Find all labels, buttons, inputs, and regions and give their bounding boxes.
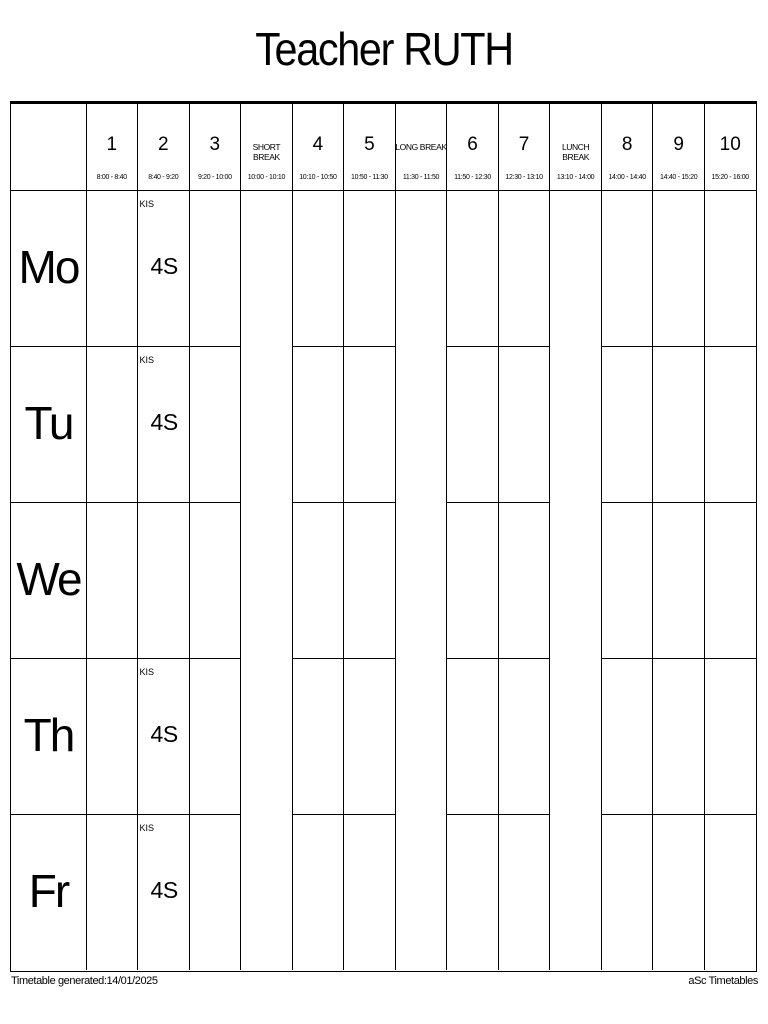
row-divider bbox=[704, 814, 756, 815]
row-divider bbox=[704, 658, 756, 659]
row-divider bbox=[653, 346, 705, 347]
row-divider bbox=[86, 502, 138, 503]
period-header bbox=[344, 104, 396, 190]
row-divider bbox=[344, 346, 396, 347]
row-divider bbox=[11, 346, 86, 347]
period-header bbox=[601, 104, 653, 190]
row-divider bbox=[704, 346, 756, 347]
row-divider bbox=[601, 658, 653, 659]
period-number: 2 bbox=[158, 134, 169, 155]
row-divider bbox=[138, 658, 190, 659]
row-divider bbox=[11, 502, 86, 503]
period-time: 10:10 - 10:50 bbox=[299, 174, 337, 181]
period-number: 7 bbox=[518, 134, 530, 155]
period-time: 15:20 - 16:00 bbox=[711, 174, 749, 181]
period-header bbox=[189, 104, 241, 190]
period-header bbox=[498, 104, 550, 190]
column-divider bbox=[446, 104, 447, 970]
row-divider bbox=[601, 346, 653, 347]
period-time: 13:10 - 14:00 bbox=[556, 174, 595, 181]
row-divider bbox=[447, 658, 499, 659]
row-divider bbox=[86, 346, 138, 347]
period-header bbox=[292, 104, 344, 190]
period-number: 8 bbox=[621, 134, 633, 155]
lesson-class[interactable]: 4S bbox=[150, 409, 178, 435]
period-time: 11:30 - 11:50 bbox=[402, 174, 440, 181]
period-time: 12:30 - 13:10 bbox=[505, 174, 543, 181]
row-divider bbox=[138, 502, 190, 503]
row-divider bbox=[653, 814, 705, 815]
column-divider bbox=[292, 104, 293, 970]
lesson-subject[interactable]: KIS bbox=[139, 823, 155, 833]
row-divider bbox=[344, 502, 396, 503]
period-header bbox=[653, 104, 705, 190]
row-divider bbox=[344, 658, 396, 659]
column-divider bbox=[189, 104, 190, 970]
row-divider bbox=[292, 658, 344, 659]
period-time: 11:50 - 12:30 bbox=[454, 174, 491, 181]
break-header bbox=[550, 104, 602, 190]
row-divider bbox=[189, 658, 241, 659]
lesson-subject[interactable]: KIS bbox=[139, 667, 155, 677]
row-divider bbox=[601, 502, 653, 503]
period-time: 8:00 - 8:40 bbox=[96, 174, 127, 181]
page-title: Teacher RUTH bbox=[255, 23, 513, 75]
row-divider bbox=[653, 658, 705, 659]
column-divider bbox=[240, 104, 241, 970]
row-divider bbox=[292, 346, 344, 347]
lesson-subject[interactable]: KIS bbox=[139, 199, 155, 209]
period-number: 1 bbox=[106, 134, 118, 155]
period-time: 10:50 - 11:30 bbox=[351, 174, 388, 181]
period-number: 5 bbox=[364, 134, 375, 155]
break-name: LONG BREAK bbox=[395, 142, 447, 152]
column-divider bbox=[652, 104, 653, 970]
row-divider bbox=[498, 346, 550, 347]
row-divider bbox=[138, 346, 190, 347]
row-divider bbox=[344, 814, 396, 815]
period-time: 9:20 - 10:00 bbox=[197, 174, 232, 181]
day-label: Th bbox=[23, 709, 74, 761]
row-divider bbox=[189, 346, 241, 347]
break-name: SHORT BREAK bbox=[252, 142, 281, 162]
lesson-class[interactable]: 4S bbox=[150, 877, 178, 903]
column-divider bbox=[549, 104, 550, 970]
column-divider bbox=[137, 104, 138, 970]
row-divider bbox=[189, 502, 241, 503]
timetable-grid bbox=[10, 101, 757, 972]
period-header bbox=[704, 104, 756, 190]
row-divider bbox=[292, 814, 344, 815]
row-divider bbox=[447, 814, 499, 815]
row-divider bbox=[498, 814, 550, 815]
day-label: Tu bbox=[24, 397, 73, 449]
header-divider bbox=[11, 190, 756, 191]
row-divider bbox=[11, 814, 86, 815]
lesson-subject[interactable]: KIS bbox=[139, 355, 155, 365]
period-time: 10:00 - 10:10 bbox=[247, 174, 286, 181]
period-number: 10 bbox=[719, 134, 741, 155]
column-divider bbox=[704, 104, 705, 970]
period-header bbox=[138, 104, 190, 190]
row-divider bbox=[447, 346, 499, 347]
software-credit-text: aSc Timetables bbox=[688, 975, 758, 987]
period-number: 9 bbox=[673, 134, 684, 155]
lesson-class[interactable]: 4S bbox=[150, 721, 178, 747]
column-divider bbox=[343, 104, 344, 970]
period-time: 14:00 - 14:40 bbox=[608, 174, 646, 181]
break-header bbox=[241, 104, 293, 190]
row-divider bbox=[653, 502, 705, 503]
period-time: 8:40 - 9:20 bbox=[148, 174, 179, 181]
period-header bbox=[86, 104, 138, 190]
period-header bbox=[447, 104, 499, 190]
row-divider bbox=[189, 814, 241, 815]
generated-date-text: Timetable generated:14/01/2025 bbox=[11, 975, 158, 987]
day-label: We bbox=[16, 553, 81, 605]
period-number: 3 bbox=[209, 134, 221, 155]
day-label: Fr bbox=[28, 865, 69, 917]
column-divider bbox=[601, 104, 602, 970]
row-divider bbox=[498, 658, 550, 659]
row-divider bbox=[704, 502, 756, 503]
row-divider bbox=[498, 502, 550, 503]
row-divider bbox=[601, 814, 653, 815]
day-label: Mo bbox=[18, 241, 79, 293]
column-divider bbox=[86, 104, 87, 970]
row-divider bbox=[138, 814, 190, 815]
row-divider bbox=[86, 814, 138, 815]
row-divider bbox=[11, 658, 86, 659]
column-divider bbox=[498, 104, 499, 970]
break-header bbox=[395, 104, 447, 190]
period-number: 6 bbox=[467, 134, 478, 155]
row-divider bbox=[292, 502, 344, 503]
break-name: LUNCH BREAK bbox=[561, 142, 590, 162]
period-number: 4 bbox=[312, 134, 324, 155]
column-divider bbox=[395, 104, 396, 970]
lesson-class[interactable]: 4S bbox=[150, 253, 178, 279]
row-divider bbox=[447, 502, 499, 503]
period-time: 14:40 - 15:20 bbox=[660, 174, 698, 181]
row-divider bbox=[86, 658, 138, 659]
